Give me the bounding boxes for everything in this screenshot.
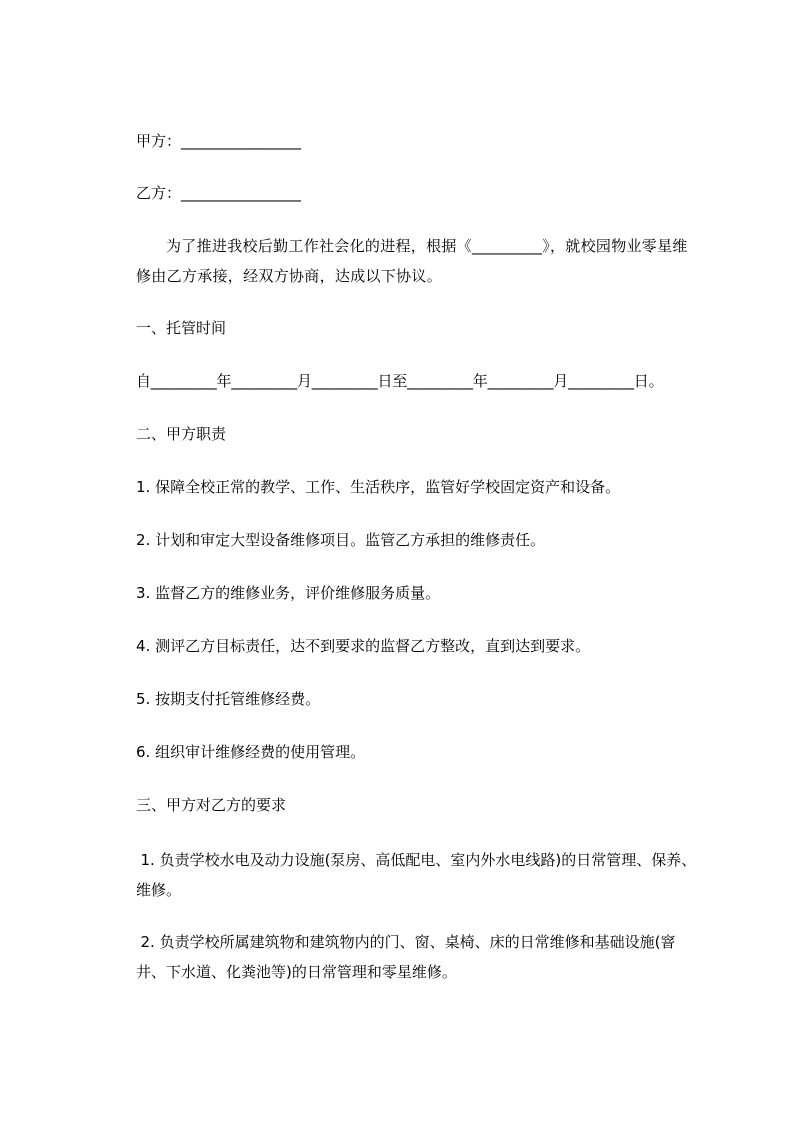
section2-heading: 二、甲方职责	[136, 425, 227, 443]
intro-paragraph: 为了推进我校后勤工作社会化的进程，根据《_________》，就校园物业零星维修由乙方承接，经双方协商，达成以下协议。	[136, 237, 688, 285]
list-item: 1. 保障全校正常的教学、工作、生活秩序，监管好学校固定资产和设备。	[136, 478, 621, 496]
contract-period: 自_________年_________月_________日至_________年_________月_________日。	[136, 372, 664, 390]
section1-heading: 一、托管时间	[136, 319, 227, 337]
list-item: 2. 负责学校所属建筑物和建筑物内的门、窗、桌椅、床的日常维修和基础设施(窨井、下水道、化粪池等)的日常管理和零星维修。	[136, 933, 676, 981]
list-item: 1. 负责学校水电及动力设施(泵房、高低配电、室内外水电线路)的日常管理、保养、维修。	[136, 851, 697, 899]
party-b-line: 乙方：________________	[136, 184, 302, 202]
list-item: 6. 组织审计维修经费的使用管理。	[136, 743, 366, 761]
list-item: 2. 计划和审定大型设备维修项目。监管乙方承担的维修责任。	[136, 531, 546, 549]
section3-heading: 三、甲方对乙方的要求	[136, 796, 287, 814]
list-item: 4. 测评乙方目标责任，达不到要求的监督乙方整改，直到达到要求。	[136, 637, 591, 655]
list-item: 5. 按期支付托管维修经费。	[136, 690, 321, 708]
party-a-line: 甲方：________________	[136, 132, 302, 150]
list-item: 3. 监督乙方的维修业务，评价维修服务质量。	[136, 584, 441, 602]
